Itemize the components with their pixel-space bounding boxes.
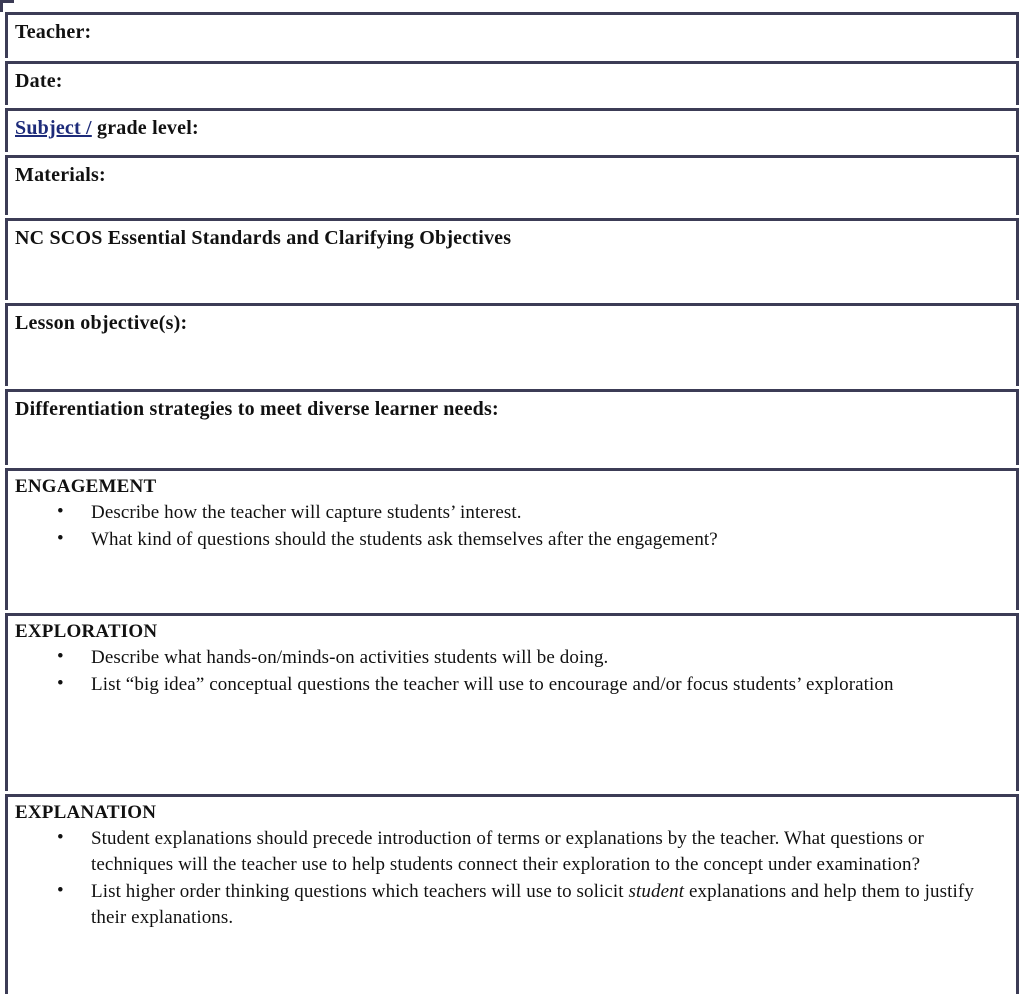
cell-exploration: [8, 620, 1016, 701]
field-label-subject: [15, 117, 199, 139]
table-row-lesson-objectives: [5, 303, 1019, 386]
bullet-list-explanation: [15, 826, 1010, 931]
table-row-explanation: [5, 794, 1019, 994]
table-row-date: [5, 61, 1019, 105]
cell-differentiation: [8, 396, 1016, 422]
field-label-date: Date:: [15, 70, 63, 92]
lesson-plan-table: [5, 12, 1019, 994]
subject-link[interactable]: Subject /: [15, 117, 92, 139]
bullet-text: Student explanations should precede introduction of terms or explanations by the teacher. What questions or techniques will the teacher use to help students connect their exploration to the concept under examination?: [91, 827, 924, 875]
table-row-differentiation: [5, 389, 1019, 465]
list-item: • Describe what hands-on/minds-on activities students will be doing.: [15, 645, 1010, 671]
bullet-list-engagement: [15, 500, 1010, 553]
list-item: [15, 826, 1010, 878]
cell-nc-scos: [8, 225, 1016, 251]
table-row-engagement: [5, 468, 1019, 610]
bullet-text: List higher order thinking questions which teachers will use to solicit: [91, 880, 629, 902]
cell-teacher: [8, 19, 1016, 45]
table-row-exploration: [5, 613, 1019, 791]
cell-date: [8, 68, 1016, 94]
field-label-materials: Materials:: [15, 164, 106, 186]
cell-lesson-objectives: [8, 310, 1016, 336]
table-row-nc-scos: [5, 218, 1019, 300]
cell-materials: [8, 162, 1016, 188]
section-title-engagement: ENGAGEMENT: [15, 476, 157, 497]
list-item: • List “big idea” conceptual questions the teacher will use to encourage and/or focus students’ exploration: [15, 672, 1010, 698]
bullet-list-exploration: [15, 645, 1010, 698]
list-item: • What kind of questions should the students ask themselves after the engagement?: [15, 527, 1010, 553]
cell-engagement: [8, 475, 1016, 556]
cell-subject: [8, 115, 1016, 141]
section-title-exploration: EXPLORATION: [15, 621, 158, 642]
table-row-materials: [5, 155, 1019, 215]
clipped-row-fragment: [0, 0, 14, 12]
cell-explanation: [8, 801, 1016, 934]
list-item: • Describe how the teacher will capture students’ interest.: [15, 500, 1010, 526]
section-title-explanation: EXPLANATION: [15, 802, 157, 823]
bullet-text: explanations and help them to justify their explanations.: [91, 880, 974, 928]
list-item: [15, 879, 1010, 931]
field-label-teacher: Teacher:: [15, 21, 92, 43]
field-label-nc-scos: NC SCOS Essential Standards and Clarifying Objectives: [15, 227, 512, 249]
subject-grade-level-text: grade level:: [91, 117, 199, 139]
table-row-teacher: [5, 12, 1019, 58]
table-row-subject: [5, 108, 1019, 152]
field-label-lesson-objectives: Lesson objective(s):: [15, 312, 188, 334]
emphasized-word: student: [628, 880, 685, 902]
field-label-differentiation: Differentiation strategies to meet diverse learner needs:: [15, 398, 499, 420]
